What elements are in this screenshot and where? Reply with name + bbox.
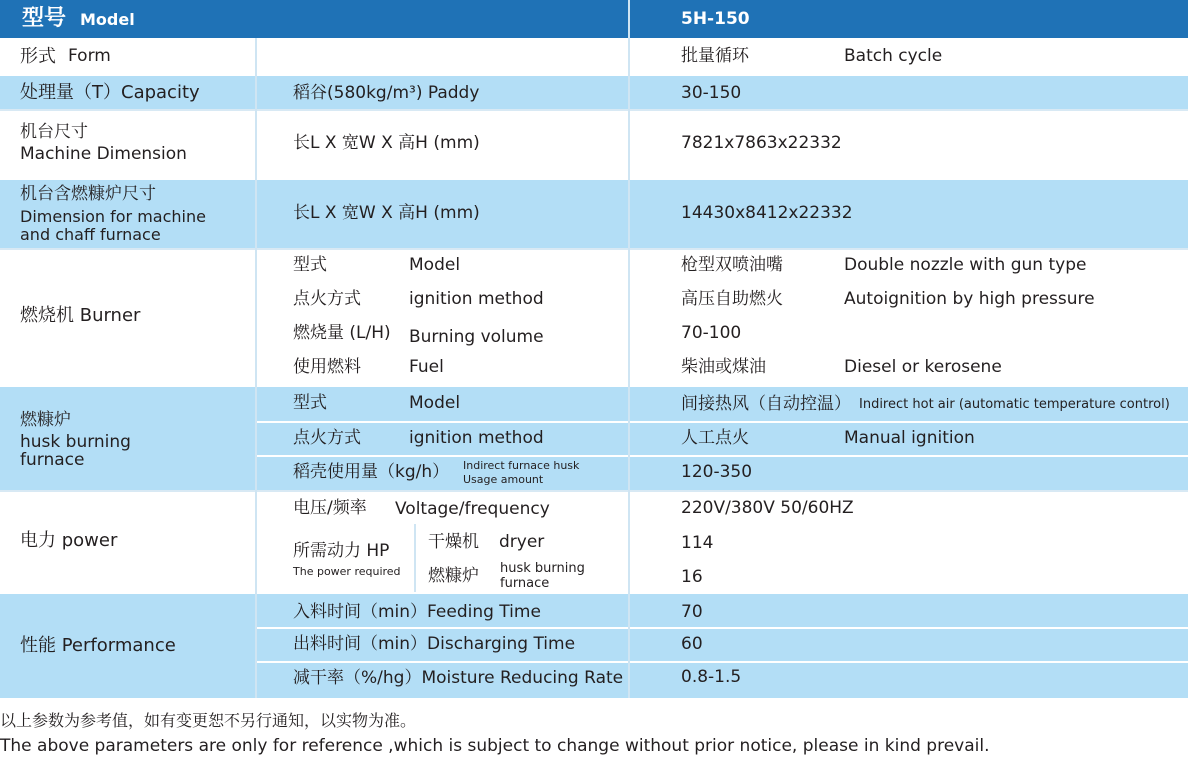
row-divider [256,317,1188,319]
form-label-zh: 形式 [20,46,56,67]
furnace-dim-sub: 长L X 宽W X 高H (mm) [293,203,480,223]
burner-ignition-value-zh: 高压自助燃火 [681,289,783,309]
discharging-time-value: 60 [681,634,703,654]
burner-fuel-en: Fuel [409,357,444,377]
capacity-sub: 稻谷(580kg/m³) Paddy [293,83,480,103]
performance-label: 性能 Performance [20,635,176,656]
row-divider [0,109,1188,111]
row-divider [256,421,1188,423]
husk-ignition-en: ignition method [409,428,544,448]
row-divider [0,490,1188,492]
burner-volume-en: Burning volume [409,327,544,347]
row-divider [0,248,1188,250]
model-label-en: Model [80,10,135,29]
power-furnace-value: 16 [681,567,703,587]
furnace-dim-label-en2: and chaff furnace [20,225,161,244]
capacity-label: 处理量（T）Capacity [20,82,200,103]
husk-usage-en2: Usage amount [463,473,544,486]
feeding-time-label: 入料时间（min）Feeding Time [293,602,541,622]
burner-model-value-en: Double nozzle with gun type [844,255,1087,275]
husk-ignition-value-en: Manual ignition [844,428,975,448]
furnace-dim-label-zh: 机台含燃糠炉尺寸 [20,184,156,204]
husk-usage-en1: Indirect furnace husk [463,459,580,472]
power-furnace-zh: 燃糠炉 [428,566,479,586]
form-value-zh: 批量循环 [681,46,749,66]
husk-usage-value: 120-350 [681,462,753,482]
burner-ignition-zh: 点火方式 [293,289,361,309]
machine-dim-value: 7821x7863x22332 [681,133,842,153]
husk-model-zh: 型式 [293,393,327,413]
husk-furnace-label-en2: furnace [20,450,85,470]
burner-model-value-zh: 枪型双喷油嘴 [681,255,783,275]
row-divider [414,558,1188,560]
capacity-value: 30-150 [681,83,742,103]
power-required-zh: 所需动力 HP [293,541,390,561]
power-furnace-en1: husk burning [500,561,585,576]
burner-model-en: Model [409,255,461,275]
husk-model-en: Model [409,393,461,413]
husk-usage-zh: 稻壳使用量（kg/h） [293,462,450,482]
moisture-rate-label: 减干率（%/hg）Moisture Reducing Rate [293,668,624,688]
power-furnace-en2: furnace [500,576,550,591]
burner-ignition-value-en: Autoignition by high pressure [844,289,1095,309]
header-row [0,0,1188,38]
dryer-en: dryer [499,532,545,552]
burner-volume-value: 70-100 [681,323,742,343]
power-required-en: The power required [293,565,401,578]
form-value-en: Batch cycle [844,46,943,66]
note-en: The above parameters are only for reference ,which is subject to change without prior notice, please in kind prevail. [0,736,990,756]
husk-ignition-value-zh: 人工点火 [681,428,749,448]
row-divider [256,627,1188,629]
moisture-rate-value: 0.8-1.5 [681,667,742,687]
feeding-time-value: 70 [681,602,703,622]
row-divider [256,351,1188,353]
burner-fuel-zh: 使用燃料 [293,357,361,377]
voltage-zh: 电压/频率 [293,498,367,518]
voltage-value: 220V/380V 50/60HZ [681,498,854,518]
discharging-time-label: 出料时间（min）Discharging Time [293,634,576,654]
row-divider [256,524,1188,526]
machine-dim-label-en: Machine Dimension [20,144,187,164]
husk-ignition-zh: 点火方式 [293,428,361,448]
row-divider [256,661,1188,663]
husk-model-value-zh: 间接热风（自动控温） [681,394,851,414]
burner-label: 燃烧机 Burner [20,305,141,326]
machine-dim-sub: 长L X 宽W X 高H (mm) [293,133,480,153]
furnace-dim-value: 14430x8412x22332 [681,203,853,223]
dryer-zh: 干燥机 [428,532,479,552]
furnace-dim-label-en1: Dimension for machine [20,207,206,226]
col-divider [628,0,630,698]
model-label-zh: 型号 [22,6,67,31]
burner-model-zh: 型式 [293,255,327,275]
voltage-en: Voltage/frequency [395,499,550,519]
husk-furnace-label-en1: husk burning [20,432,131,452]
row-divider [256,455,1188,457]
col-divider [255,38,257,698]
husk-furnace-label-zh: 燃糠炉 [20,410,71,430]
note-zh: 以上参数为参考值，如有变更恕不另行通知，以实物为准。 [0,711,417,730]
machine-dim-label-zh: 机台尺寸 [20,122,88,142]
dryer-value: 114 [681,533,714,553]
form-label-en: Form [68,46,111,66]
row-divider [256,283,1188,285]
col-divider [414,524,416,592]
power-label: 电力 power [20,530,118,551]
burner-ignition-en: ignition method [409,289,544,309]
burner-fuel-value-en: Diesel or kerosene [844,357,1002,377]
husk-model-value-en: Indirect hot air (automatic temperature control) [859,397,1170,412]
model-value: 5H-150 [681,9,750,29]
burner-fuel-value-zh: 柴油或煤油 [681,357,766,377]
burner-volume-zh: 燃烧量 (L/H) [293,323,391,343]
